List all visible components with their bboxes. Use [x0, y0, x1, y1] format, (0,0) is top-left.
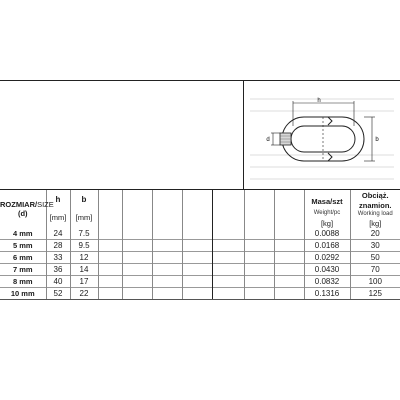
- cell-empty: [98, 228, 122, 240]
- cell-empty: [274, 228, 304, 240]
- cell-empty: [182, 288, 212, 300]
- technical-drawing: [244, 80, 400, 190]
- header-mass-sub: Weight/pc: [313, 210, 341, 216]
- cell-empty: [212, 228, 244, 240]
- cell-empty: [122, 288, 152, 300]
- cell-h: 33: [46, 252, 70, 264]
- cell-h: 36: [46, 264, 70, 276]
- cell-empty: [122, 276, 152, 288]
- table-row: [0, 276, 400, 288]
- header-size-sep: /: [35, 200, 38, 209]
- cell-size: 10 mm: [0, 288, 46, 300]
- cell-mass: 0.0832: [304, 276, 350, 288]
- cell-mass: 0.1316: [304, 288, 350, 300]
- cell-b: 17: [70, 276, 98, 288]
- cell-load: 30: [350, 240, 400, 252]
- cell-empty: [182, 252, 212, 264]
- cell-empty: [274, 288, 304, 300]
- blank-header-area: [0, 80, 244, 190]
- cell-empty: [182, 264, 212, 276]
- cell-empty: [122, 264, 152, 276]
- cell-empty: [122, 240, 152, 252]
- header-load-title-1: Obciąż.: [361, 191, 389, 200]
- cell-size: 4 mm: [0, 228, 46, 240]
- cell-b: 7.5: [70, 228, 98, 240]
- spec-sheet: [0, 80, 400, 320]
- cell-empty: [274, 240, 304, 252]
- cell-h: 40: [46, 276, 70, 288]
- cell-empty: [152, 264, 182, 276]
- cell-size: 8 mm: [0, 276, 46, 288]
- cell-mass: 0.0168: [304, 240, 350, 252]
- cell-empty: [152, 228, 182, 240]
- cell-empty: [182, 240, 212, 252]
- header-mass-unit: [kg]: [320, 219, 334, 228]
- header-empty-1: [98, 190, 122, 228]
- cell-load: 70: [350, 264, 400, 276]
- cell-empty: [152, 288, 182, 300]
- header-empty-6: [244, 190, 274, 228]
- cell-empty: [182, 228, 212, 240]
- dimension-d-label: d: [266, 137, 270, 143]
- header-mass: [304, 190, 350, 228]
- cell-empty: [244, 228, 274, 240]
- header-h: [46, 190, 70, 228]
- cell-h: 28: [46, 240, 70, 252]
- cell-size: 5 mm: [0, 240, 46, 252]
- cell-empty: [98, 240, 122, 252]
- cell-empty: [212, 276, 244, 288]
- table-body: [0, 228, 400, 300]
- cell-empty: [212, 240, 244, 252]
- table-row: [0, 252, 400, 264]
- cell-size: 6 mm: [0, 252, 46, 264]
- chain-link-drawing: [244, 81, 400, 191]
- cell-mass: 0.0292: [304, 252, 350, 264]
- cell-empty: [274, 252, 304, 264]
- header-empty-7: [274, 190, 304, 228]
- cell-b: 9.5: [70, 240, 98, 252]
- header-load: [350, 190, 400, 228]
- table-row: [0, 288, 400, 300]
- header-load-title-2: znamion.: [358, 201, 392, 210]
- header-mass-title: Masa/szt: [311, 197, 343, 206]
- cell-b: 12: [70, 252, 98, 264]
- cell-empty: [98, 288, 122, 300]
- header-empty-3: [152, 190, 182, 228]
- header-size: [0, 190, 54, 228]
- cell-h: 24: [46, 228, 70, 240]
- header-b: [70, 190, 98, 228]
- cell-mass: 0.0088: [304, 228, 350, 240]
- cell-empty: [122, 228, 152, 240]
- cell-empty: [244, 252, 274, 264]
- header-empty-2: [122, 190, 152, 228]
- cell-h: 52: [46, 288, 70, 300]
- dimension-h-label: h: [317, 98, 321, 104]
- cell-empty: [98, 264, 122, 276]
- dimension-b-label: b: [375, 137, 379, 143]
- cell-empty: [212, 288, 244, 300]
- table-row: [0, 228, 400, 240]
- cell-empty: [244, 240, 274, 252]
- header-h-unit: [mm]: [49, 213, 67, 222]
- cell-empty: [152, 252, 182, 264]
- table-header-row: [0, 190, 400, 228]
- cell-empty: [212, 252, 244, 264]
- cell-empty: [152, 276, 182, 288]
- cell-empty: [98, 276, 122, 288]
- cell-empty: [244, 264, 274, 276]
- table-row: [0, 240, 400, 252]
- cell-size: 7 mm: [0, 264, 46, 276]
- header-h-label: h: [55, 195, 61, 204]
- header-empty-5: [212, 190, 244, 228]
- cell-mass: 0.0430: [304, 264, 350, 276]
- specification-table: [0, 190, 400, 300]
- cell-empty: [152, 240, 182, 252]
- cell-empty: [244, 288, 274, 300]
- cell-empty: [274, 264, 304, 276]
- cell-load: 50: [350, 252, 400, 264]
- table-row: [0, 264, 400, 276]
- cell-load: 100: [350, 276, 400, 288]
- header-empty-4: [182, 190, 212, 228]
- header-b-label: b: [81, 195, 87, 204]
- header-load-sub: Working load: [357, 211, 393, 217]
- cell-empty: [98, 252, 122, 264]
- cell-load: 125: [350, 288, 400, 300]
- cell-empty: [212, 264, 244, 276]
- header-size-unit: (d): [17, 209, 28, 218]
- cell-b: 14: [70, 264, 98, 276]
- cell-empty: [122, 252, 152, 264]
- cell-load: 20: [370, 229, 380, 238]
- cell-empty: [274, 276, 304, 288]
- cell-empty: [244, 276, 274, 288]
- cell-b: 22: [70, 288, 98, 300]
- header-size-en: SIZE: [37, 200, 54, 209]
- cell-empty: [182, 276, 212, 288]
- header-load-unit: [kg]: [369, 219, 382, 228]
- header-b-unit: [mm]: [75, 213, 93, 222]
- header-size-pl: ROZMIAR: [0, 200, 35, 209]
